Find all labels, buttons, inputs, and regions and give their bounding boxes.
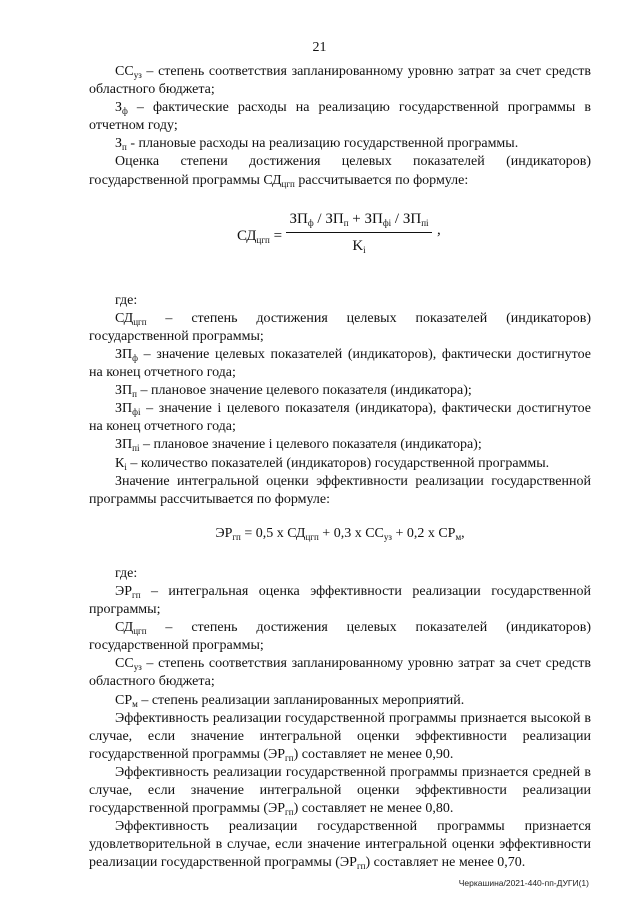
- formula-intro: Оценка степени достижения целевых показателей (индикаторов) государственной программы $СД_{цгп}$ рассчитывается по формуле:: [89, 154, 591, 189]
- effectiveness-paragraph: Эффективность реализации государственной программы признается удовлетворительной в случае, если значение интегральной оценки эффективности реализации государственной программы $(ЭР_{гп})$ составляет не менее 0,70.: [89, 819, 591, 872]
- definition-item: $СР_м$ – степень реализации запланированных мероприятий.: [115, 692, 465, 709]
- definition-item: $СС_{уз}$ – степень соответствия запланированному уровню затрат за счет средств областного бюджета;: [89, 64, 591, 98]
- formula-denominator: $K_i$: [352, 237, 366, 255]
- page-body: [89, 63, 591, 872]
- definition-item: $З_ф$ – фактические расходы на реализацию государственной программы в отчетном году;: [89, 100, 591, 134]
- definition-item: $К_i$ – количество показателей (индикаторов) государственной программы.: [115, 455, 550, 472]
- definition-item: $ЗП_{пi}$ – плановое значение i целевого показателя (индикатора);: [115, 437, 482, 454]
- effectiveness-paragraph: Эффективность реализации государственной программы признается средней в случае, если значение интегральной оценки эффективности реализации государственной программы $(ЭР_{гп})$ составляет не менее 0,80.: [89, 764, 591, 818]
- formula-comma: ,: [437, 221, 441, 238]
- definition-item: $ЭР_{гп}$ – интегральная оценка эффективности реализации государственной программы;: [89, 583, 591, 618]
- formula-sd-cgp: [89, 190, 591, 278]
- formula-intro: Значение интегральной оценки эффективности реализации государственной программы рассчитывается по формуле:: [89, 473, 591, 507]
- definition-item: $З_п$ - плановые расходы на реализацию государственной программы.: [115, 136, 519, 153]
- document-footer: Черкашина/2021-440-пп-ДУГИ(1): [458, 878, 589, 888]
- definition-item: $СД_{цгп}$ – степень достижения целевых показателей (индикаторов) государственной программы;: [89, 620, 591, 654]
- effectiveness-paragraph: Эффективность реализации государственной программы признается высокой в случае, если значение интегральной оценки эффективности реализации государственной программы $(ЭР_{гп})$ составляет не менее 0,90.: [89, 710, 591, 763]
- definition-item: $СД_{цгп}$ – степень достижения целевых показателей (индикаторов) государственной программы;: [89, 310, 591, 344]
- definition-item: $ЗП_ф$ – значение целевых показателей (индикаторов), фактически достигнутое на конец отчетного года;: [89, 346, 591, 381]
- formula-lhs: $СД_{цгп}$ =: [237, 227, 283, 245]
- where-label: где:: [115, 292, 138, 308]
- definition-item: $СС_{уз}$ – степень соответствия запланированному уровню затрат за счет средств областного бюджета;: [89, 656, 591, 690]
- definition-item: $ЗП_{фi}$ – значение i целевого показателя (индикатора), фактически достигнутое на конец отчетного года;: [89, 401, 591, 435]
- definition-item: $ЗП_п$ – плановое значение целевого показателя (индикатора);: [115, 383, 472, 400]
- formula-fraction: [284, 210, 434, 255]
- formula-er-gp: $ЭР_{гп} = 0,5$ x $СД_{цгп} + 0,3$ x $СС_{уз} + 0,2$ x $СР_м$,: [215, 525, 465, 542]
- formula-numerator: $ЗП_ф / ЗП_п + ЗП_{фi} / ЗП_{пi}$: [289, 210, 429, 228]
- where-label: где:: [115, 565, 138, 581]
- page-number: 21: [312, 40, 327, 55]
